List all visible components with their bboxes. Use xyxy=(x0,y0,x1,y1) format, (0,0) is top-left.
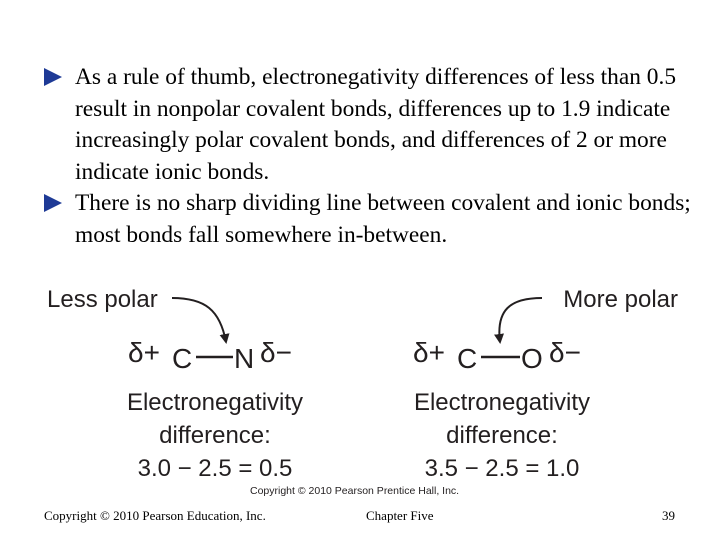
less-polar-label: Less polar xyxy=(47,286,158,313)
right-atom-oxygen: O xyxy=(521,343,543,374)
left-delta-minus: δ− xyxy=(260,337,292,368)
more-polar-arrow-icon xyxy=(499,298,542,342)
right-atom-carbon: C xyxy=(457,343,478,374)
figure-credit: Copyright © 2010 Pearson Prentice Hall, Inc. xyxy=(250,485,460,497)
left-equation: 3.0 − 2.5 = 0.5 xyxy=(137,455,293,482)
right-caption-line1: Electronegativity xyxy=(413,389,591,416)
left-atom-nitrogen: N xyxy=(234,343,255,374)
less-polar-arrow-icon xyxy=(172,298,226,342)
left-atom-carbon: C xyxy=(172,343,193,374)
page-number: 39 xyxy=(662,508,675,523)
more-polar-label: More polar xyxy=(563,286,678,313)
right-delta-plus: δ+ xyxy=(413,337,445,368)
bullet-arrow-icon xyxy=(44,194,62,212)
bullet-list xyxy=(44,62,704,251)
left-caption-line1: Electronegativity xyxy=(126,389,304,416)
right-equation: 3.5 − 2.5 = 1.0 xyxy=(424,455,580,482)
bullet-text: As a rule of thumb, electronegativity differences of less than 0.5 result in nonpolar covalent bonds, differences up to 1.9 indicate increasingly polar covalent bonds, and differences of 2 or more indicate ionic bonds. xyxy=(75,64,677,185)
right-caption-line2: difference: xyxy=(446,422,558,449)
right-delta-minus: δ− xyxy=(549,337,581,368)
left-caption-line2: difference: xyxy=(159,422,271,449)
left-delta-plus: δ+ xyxy=(128,337,160,368)
bullet-text: There is no sharp dividing line between covalent and ionic bonds; most bonds fall somewhere in-between. xyxy=(75,190,691,248)
footer-copyright: Copyright © 2010 Pearson Education, Inc. xyxy=(44,508,266,523)
footer-chapter: Chapter Five xyxy=(366,508,434,523)
bullet-item xyxy=(44,62,704,188)
bullet-arrow-icon xyxy=(44,68,62,86)
bullet-item xyxy=(44,188,704,251)
